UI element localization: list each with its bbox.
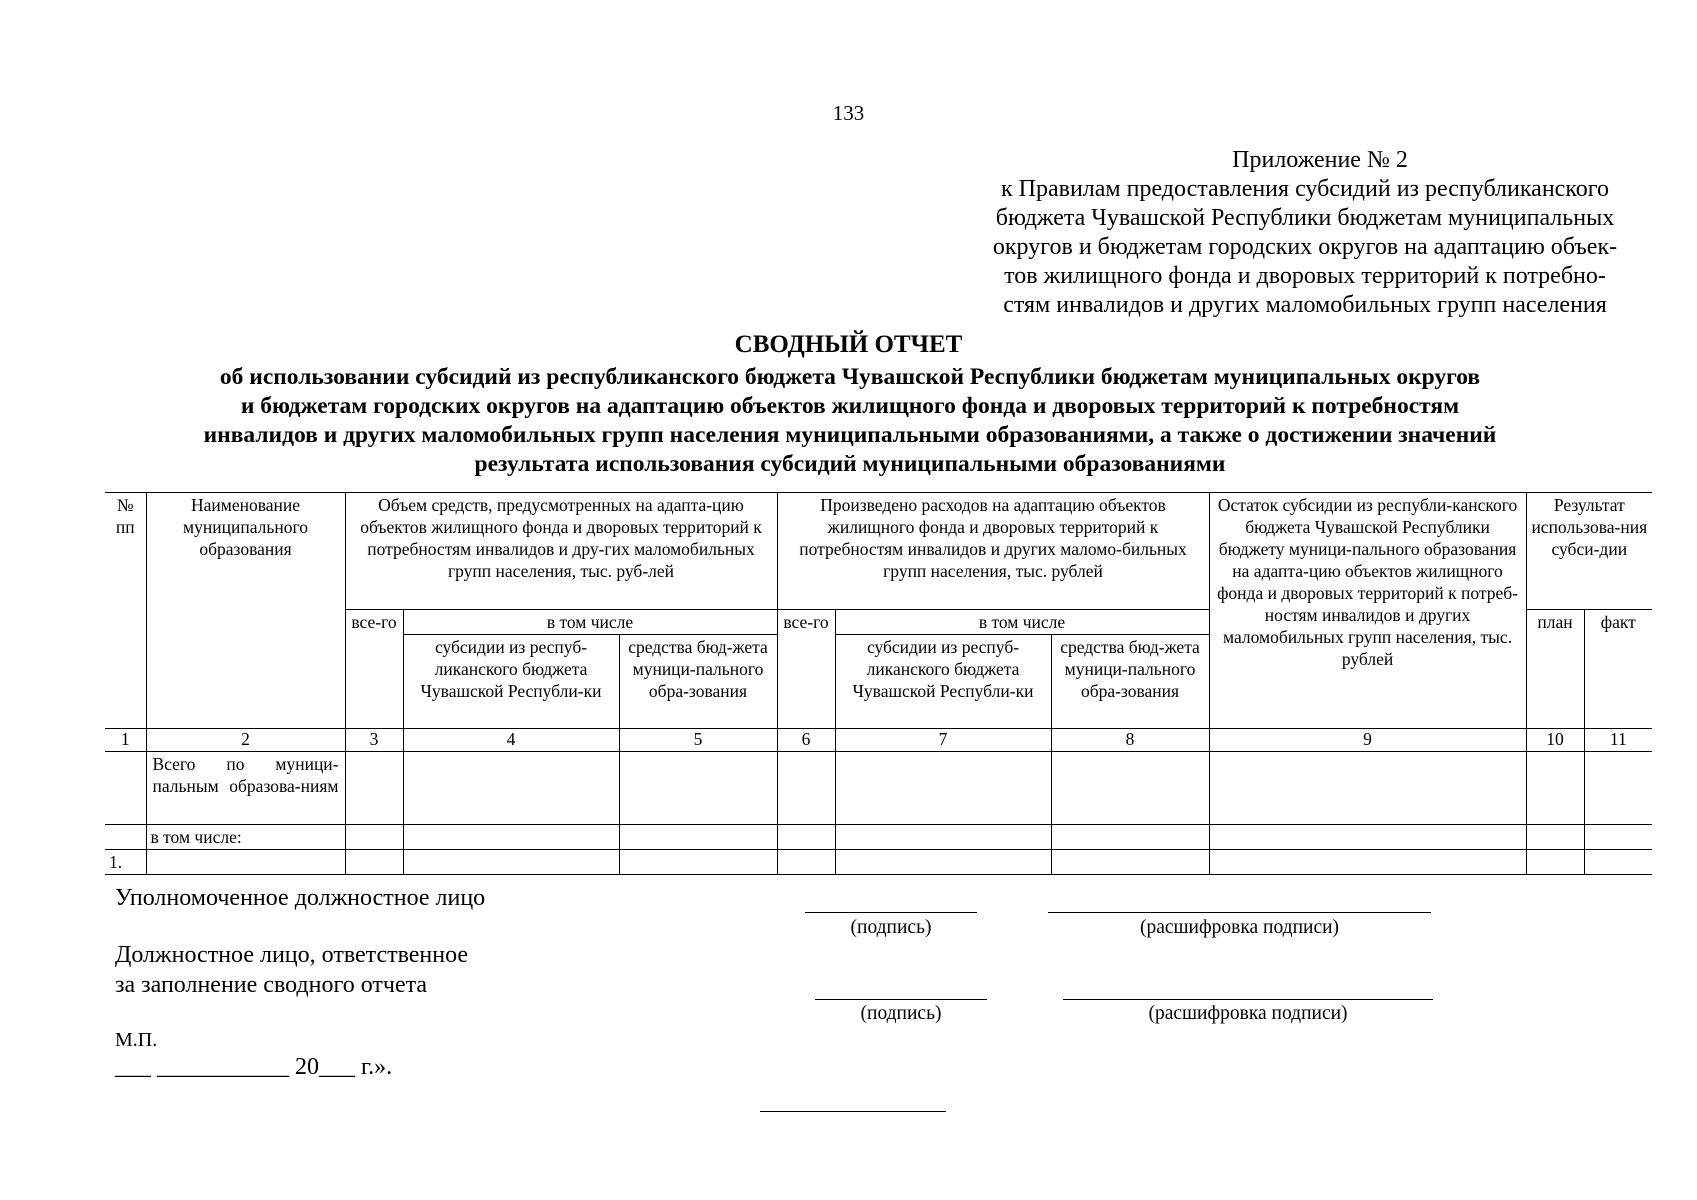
appendix-line: тов жилищного фонда и дворовых территорий к потребно- (1004, 263, 1606, 289)
table-cell (1209, 752, 1526, 825)
report-title: СВОДНЫЙ ОТЧЕТ (734, 331, 963, 358)
column-number: 11 (1584, 729, 1652, 752)
column-number: 2 (146, 729, 345, 752)
table-cell (619, 752, 777, 825)
table-cell (619, 850, 777, 875)
footer-divider (760, 1111, 946, 1112)
table-cell (835, 850, 1051, 875)
column-number: 1 (105, 729, 146, 752)
signature-line (805, 912, 977, 913)
header-spent-including: в том числе (835, 610, 1209, 635)
table-cell (105, 752, 146, 825)
table-cell (1526, 850, 1584, 875)
table-cell (1051, 825, 1209, 850)
row-first-number: 1. (105, 850, 146, 875)
signature-decoding-line (1048, 912, 1431, 913)
signature-decoding-line (1063, 999, 1433, 1000)
header-fact: факт (1584, 610, 1652, 729)
header-spent-total: все-го (777, 610, 835, 729)
subtitle-line: инвалидов и других маломобильных групп населения муниципальными образованиями, а также о достижении значений (203, 422, 1497, 448)
header-volume-total: все-го (345, 610, 403, 729)
header-number: № пп (105, 493, 146, 729)
appendix-line: бюджета Чувашской Республики бюджетам муниципальных (995, 205, 1615, 231)
report-subtitle (120, 363, 1580, 479)
appendix-header (940, 146, 1670, 320)
row-including-label: в том числе: (146, 825, 345, 850)
date-line: ___ ___________ 20___ г.». (115, 1054, 393, 1080)
table-cell (777, 752, 835, 825)
appendix-title: Приложение № 2 (1232, 147, 1408, 173)
header-spent-republic: субсидии из респуб-ликанского бюджета Чувашской Республи-ки (835, 635, 1051, 729)
responsible-label-line2: за заполнение сводного отчета (115, 972, 428, 998)
appendix-line: стям инвалидов и других маломобильных групп населения (1003, 292, 1607, 318)
column-number: 10 (1526, 729, 1584, 752)
header-result: Результат использова-ния субси-дии (1526, 493, 1652, 610)
table-cell (403, 850, 619, 875)
header-volume-including: в том числе (403, 610, 777, 635)
table-cell (403, 825, 619, 850)
table-cell (835, 752, 1051, 825)
subtitle-line: об использовании субсидий из республиканского бюджета Чувашской Республики бюджетам муниципальных округов (219, 364, 1481, 390)
table-cell (1584, 850, 1652, 875)
table-cell (345, 850, 403, 875)
decoding-caption: (расшифровка подписи) (1148, 1003, 1348, 1024)
responsible-label: Должностное лицо, ответственное (115, 942, 469, 968)
header-municipality: Наименование муниципального образования (146, 493, 345, 729)
subtitle-line: и бюджетам городских округов на адаптацию объектов жилищного фонда и дворовых территорий к потребностям (240, 393, 1460, 419)
table-cell (1209, 825, 1526, 850)
column-number: 3 (345, 729, 403, 752)
table-cell (1526, 752, 1584, 825)
header-volume-republic: субсидии из респуб-ликанского бюджета Чувашской Республи-ки (403, 635, 619, 729)
column-number: 8 (1051, 729, 1209, 752)
header-volume-municipal: средства бюд-жета муници-пального обра-зования (619, 635, 777, 729)
header-volume: Объем средств, предусмотренных на адапта-цию объектов жилищного фонда и дворовых территорий к потребностям инвалидов и дру-гих маломобильных групп населения, тыс. руб-лей (345, 493, 777, 610)
signature-caption: (подпись) (860, 1003, 942, 1024)
row-total-label: Всего по муници-пальным образова-ниям (146, 752, 345, 825)
header-spent: Произведено расходов на адаптацию объектов жилищного фонда и дворовых территорий к потребностям инвалидов и других маломо-бильных групп населения, тыс. рублей (777, 493, 1209, 610)
report-table (105, 492, 1652, 875)
table-cell (1526, 825, 1584, 850)
header-balance: Остаток субсидии из республи-канского бюджета Чувашской Республики бюджету муници-пального образования на адапта-цию объектов жилищного фонда и дворовых территорий к потреб-ностям инвалидов и других маломобильных групп населения, тыс. рублей (1209, 493, 1526, 729)
table-cell (403, 752, 619, 825)
column-number: 9 (1209, 729, 1526, 752)
stamp-label: М.П. (115, 1029, 158, 1051)
signature-line (815, 999, 987, 1000)
table-cell (345, 825, 403, 850)
table-cell (1584, 752, 1652, 825)
column-number: 4 (403, 729, 619, 752)
official-label: Уполномоченное должностное лицо (115, 885, 486, 911)
subtitle-line: результата использования субсидий муниципальными образованиями (474, 451, 1226, 477)
column-number: 7 (835, 729, 1051, 752)
table-cell (619, 825, 777, 850)
table-cell (777, 825, 835, 850)
table-cell (345, 752, 403, 825)
page-number: 133 (832, 101, 865, 125)
table-cell (1584, 825, 1652, 850)
table-cell (1209, 850, 1526, 875)
table-cell (777, 850, 835, 875)
header-plan: план (1526, 610, 1584, 729)
column-number: 5 (619, 729, 777, 752)
appendix-line: округов и бюджетам городских округов на адаптацию объек- (992, 234, 1618, 260)
decoding-caption: (расшифровка подписи) (1139, 917, 1340, 938)
table-cell (105, 825, 146, 850)
header-spent-municipal: средства бюд-жета муници-пального обра-зования (1051, 635, 1209, 729)
column-number: 6 (777, 729, 835, 752)
table-cell (835, 825, 1051, 850)
table-cell (146, 850, 345, 875)
table-cell (1051, 850, 1209, 875)
appendix-line: к Правилам предоставления субсидий из республиканского (1000, 176, 1610, 202)
table-cell (1051, 752, 1209, 825)
signature-caption: (подпись) (850, 917, 932, 938)
